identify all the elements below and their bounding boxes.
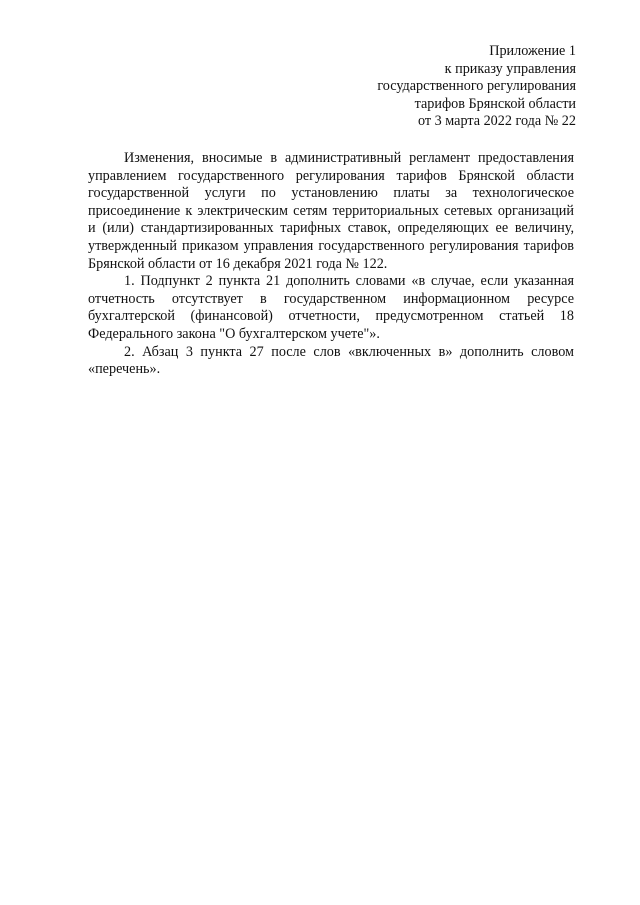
appendix-authority-line1: государственного регулирования <box>377 78 576 95</box>
appendix-header <box>276 43 576 131</box>
appendix-order-ref: к приказу управления <box>444 60 576 77</box>
appendix-authority-line2: тарифов Брянской области <box>414 95 576 112</box>
intro-paragraph: Изменения, вносимые в административный регламент предоставления управлением государственного регулирования тарифов Брянской области государственной услуги по установлению платы за технологическое присоединение к электрическим сетям территориальных сетевых организаций и (или) стандартизированных тарифных ставок, определяющих ее величину, утвержденный приказом управления государственного регулирования тарифов Брянской области от 16 декабря 2021 года № 122. <box>88 150 574 272</box>
appendix-title: Приложение 1 <box>489 43 576 59</box>
appendix-order-date: от 3 марта 2022 года № 22 <box>417 113 576 130</box>
amendment-item-2: 2. Абзац 3 пункта 27 после слов «включенных в» дополнить словом «перечень». <box>88 343 574 378</box>
document-body <box>88 150 574 379</box>
amendment-item-1: 1. Подпункт 2 пункта 21 дополнить словами «в случае, если указанная отчетность отсутствует в государственном информационном ресурсе бухгалтерской (финансовой) отчетности, предусмотренном статьей 18 Федерального закона "О бухгалтерском учете"». <box>88 273 574 342</box>
